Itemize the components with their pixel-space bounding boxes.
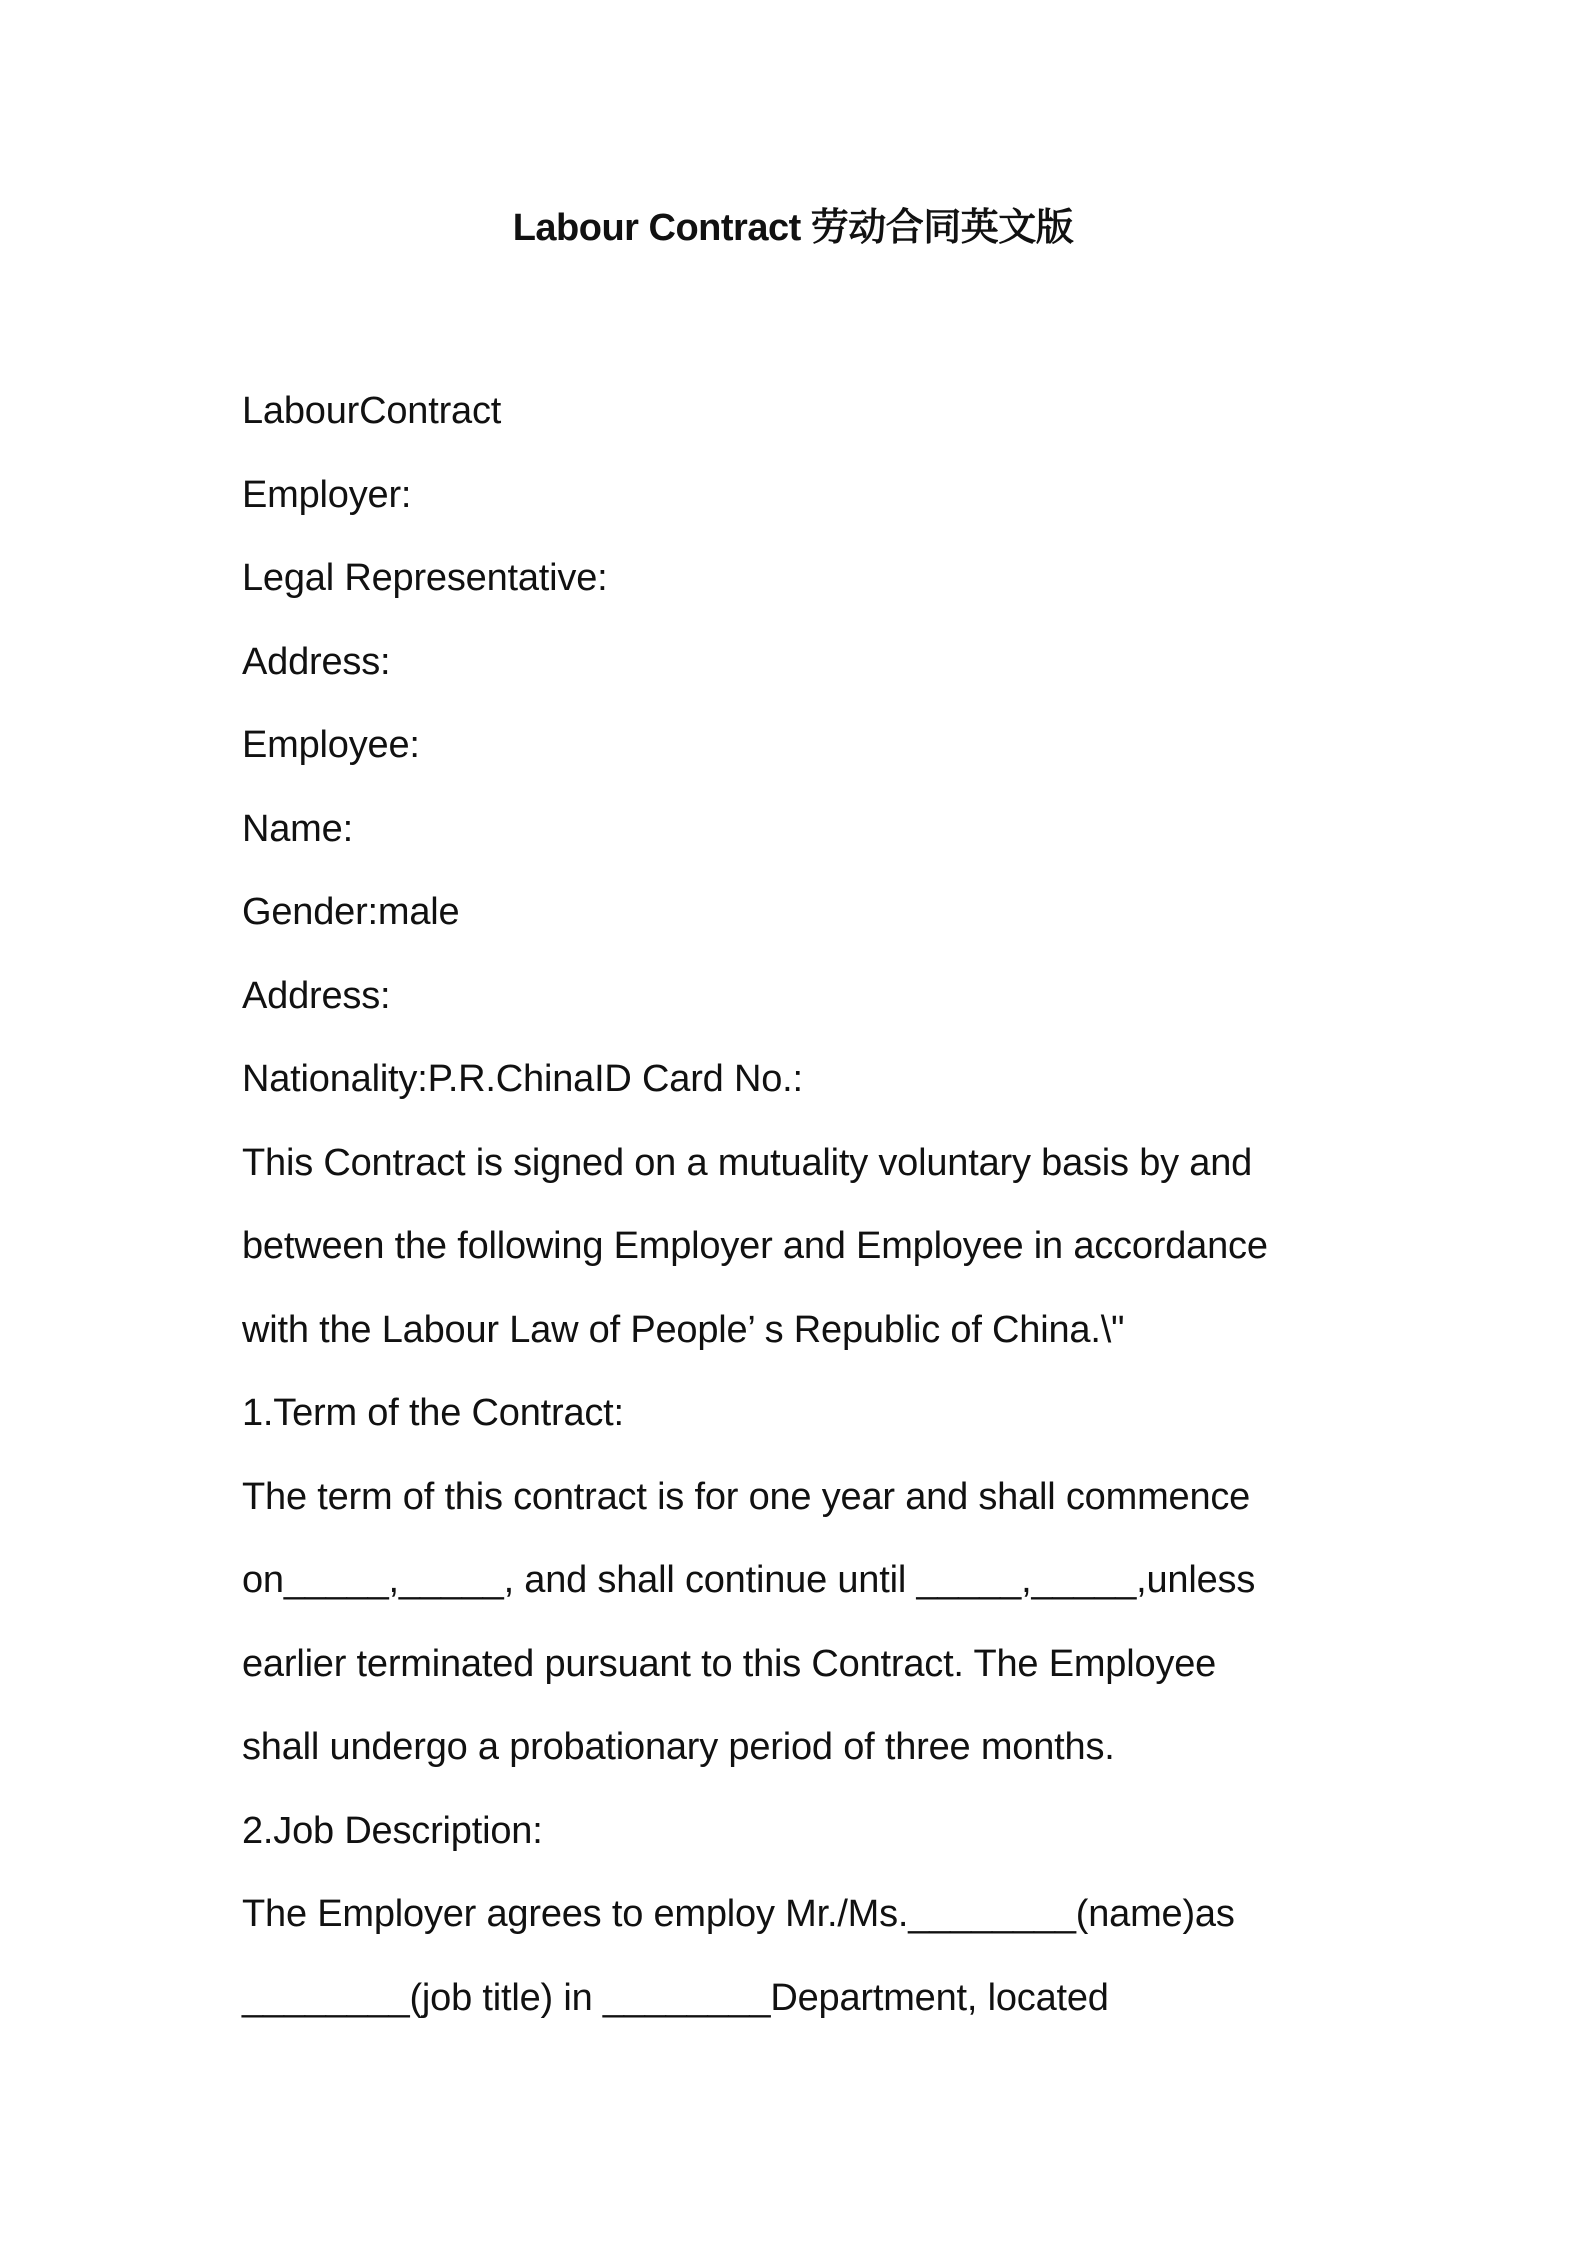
document-title: Labour Contract 劳动合同英文版 xyxy=(512,207,1074,249)
section-heading-job-description: 2.Job Description: xyxy=(242,1809,543,1852)
paragraph-line: between the following Employer and Employee in accordance xyxy=(242,1225,1268,1267)
field-nationality-id: Nationality:P.R.ChinaID Card No.: xyxy=(242,1058,803,1100)
field-employer: Employer: xyxy=(242,473,412,516)
paragraph-line: shall undergo a probationary period of three months. xyxy=(242,1726,1115,1768)
document-body xyxy=(242,370,1362,2040)
field-legal-representative: Legal Representative: xyxy=(242,557,608,599)
paragraph-line: This Contract is signed on a mutuality voluntary basis by and xyxy=(242,1141,1253,1184)
paragraph-line: on_____,_____, and shall continue until _____,_____,unless xyxy=(242,1559,1256,1601)
field-gender: Gender:male xyxy=(242,891,460,933)
field-name: Name: xyxy=(242,807,353,850)
section-heading-term: 1.Term of the Contract: xyxy=(242,1392,624,1434)
paragraph-line: ________(job title) in ________Department, located xyxy=(242,1976,1109,2019)
field-employer-address: Address: xyxy=(242,640,391,683)
paragraph-line: The term of this contract is for one year and shall commence xyxy=(242,1475,1251,1518)
paragraph-line: earlier terminated pursuant to this Contract. The Employee xyxy=(242,1642,1217,1685)
paragraph-line: The Employer agrees to employ Mr./Ms.________(name)as xyxy=(242,1893,1235,1935)
field-employee-address: Address: xyxy=(242,974,391,1017)
paragraph-line: with the Labour Law of People’ s Republic of China.\" xyxy=(242,1308,1125,1351)
field-employee: Employee: xyxy=(242,724,420,766)
heading-labour-contract: LabourContract xyxy=(242,390,502,432)
